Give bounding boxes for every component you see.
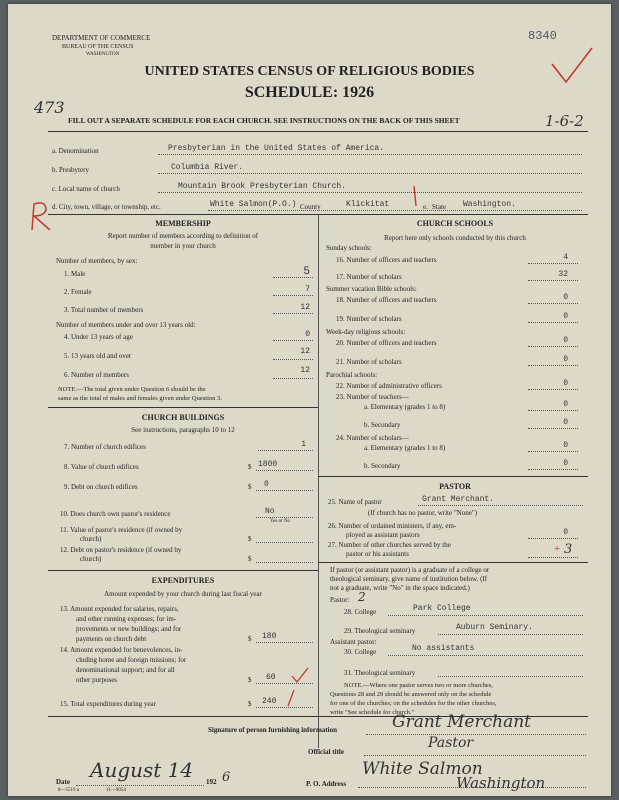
q30-value: No assistants xyxy=(412,644,475,653)
q10-label: 10. Does church own pastor's residence xyxy=(60,510,171,518)
expenditures-sub: Amount expended by your church during last fiscal year xyxy=(104,590,262,598)
q16-value: 4 xyxy=(563,253,568,262)
city-town-label: d. City, town, village, or township, etc. xyxy=(52,203,161,211)
q14-label-1: 14. Amount expended for benevolences, in- xyxy=(60,646,183,654)
county-value: Klickitat xyxy=(346,200,390,209)
q23a-line xyxy=(528,410,578,411)
q27-line xyxy=(528,557,578,558)
q24a-label: a. Elementary (grades 1 to 8) xyxy=(364,444,446,452)
q3-label: 3. Total number of members xyxy=(64,306,144,314)
q22-value: 0 xyxy=(563,379,568,388)
form-code: 8—5519 a xyxy=(58,788,79,793)
year-prefix: 192 xyxy=(206,778,217,786)
q11-line xyxy=(256,542,313,543)
red-tick-mark xyxy=(408,184,422,210)
weekday-label: Week-day religious schools: xyxy=(326,328,406,336)
summer-label: Summer vacation Bible schools: xyxy=(326,285,417,293)
po-address-state: Washington xyxy=(456,774,546,792)
q12-dollar: $ xyxy=(248,555,252,563)
q23a-label: a. Elementary (grades 1 to 8) xyxy=(364,403,446,411)
yes-no-hint: Yes or No xyxy=(270,519,291,524)
q26-line xyxy=(528,538,578,539)
red-check-q14 xyxy=(290,666,310,684)
official-title-value: Pastor xyxy=(428,735,474,751)
q28-label: 28. College xyxy=(344,608,377,616)
red-handwritten-date: 1-6-2 xyxy=(545,112,584,130)
city-label: WASHINGTON xyxy=(86,52,120,57)
q2-value: 7 xyxy=(305,285,310,294)
q14-label-2: cluding home and foreign missions; for xyxy=(76,656,187,664)
official-title-label: Official title xyxy=(308,748,344,756)
state-label: State xyxy=(432,203,446,211)
schools-bottom-rule xyxy=(318,476,588,477)
q27-value: 3 xyxy=(564,542,573,557)
po-address-city: White Salmon xyxy=(362,759,483,779)
pastor-note-2: Questions 28 and 29 should be answered only on the schedule xyxy=(330,691,492,698)
q24b-label: b. Secondary xyxy=(364,462,401,470)
membership-note-2: same as the total of males and females given under Question 3. xyxy=(58,395,222,402)
date-label: Date xyxy=(56,778,70,786)
q16-line xyxy=(528,263,578,264)
county-label: County xyxy=(300,203,321,211)
e-label: e. xyxy=(423,203,428,211)
q13-label-4: payments on church debt xyxy=(76,635,147,643)
q7-line xyxy=(258,450,313,451)
q23b-value: 0 xyxy=(563,418,568,427)
expenditures-title: EXPENDITURES xyxy=(151,576,215,585)
q9-line xyxy=(256,490,313,491)
q5-label: 5. 13 years old and over xyxy=(64,352,132,360)
q21-line xyxy=(528,365,578,366)
instruction-line: FILL OUT A SEPARATE SCHEDULE FOR EACH CHURCH. SEE INSTRUCTIONS ON THE BACK OF THIS SHEET xyxy=(68,116,460,125)
denomination-label: a. Denomination xyxy=(52,147,99,155)
parochial-label: Parochial schools: xyxy=(326,371,378,379)
date-value: August 14 xyxy=(90,758,194,782)
pastor-sub-label: Pastor: xyxy=(330,596,350,604)
grad-line-1: If pastor (or assistant pastor) is a graduate of a college or xyxy=(330,566,490,574)
q23-label: 23. Number of teachers— xyxy=(336,393,409,401)
q24a-line xyxy=(528,451,578,452)
print-code: 11—9054 xyxy=(106,788,126,793)
q1-value: 5 xyxy=(303,266,310,278)
q28-value: Park College xyxy=(413,604,471,613)
q8-dollar: $ xyxy=(248,463,252,471)
q15-label: 15. Total expenditures during year xyxy=(60,700,156,708)
q12-label-2: church) xyxy=(80,555,102,563)
q14-value: 60 xyxy=(266,673,276,682)
signature-value: Grant Merchant xyxy=(392,712,532,732)
center-divider xyxy=(318,214,319,748)
q20-label: 20. Number of officers and teachers xyxy=(336,339,437,347)
q26-value: 0 xyxy=(563,528,568,537)
state-value: Washington. xyxy=(463,200,516,209)
q20-value: 0 xyxy=(563,336,568,345)
schools-title: CHURCH SCHOOLS xyxy=(416,219,494,228)
q21-value: 0 xyxy=(563,355,568,364)
q17-line xyxy=(528,280,578,281)
q3-line xyxy=(273,313,313,314)
q9-label: 9. Debt on church edifices xyxy=(64,483,138,491)
q19-value: 0 xyxy=(563,312,568,321)
q24-label: 24. Number of scholars— xyxy=(336,434,409,442)
local-name-value: Mountain Brook Presbyterian Church. xyxy=(178,182,347,191)
schedule-title: SCHEDULE: 1926 xyxy=(244,84,375,101)
q24b-value: 0 xyxy=(563,459,568,468)
q12-line xyxy=(256,562,313,563)
q8-label: 8. Value of church edifices xyxy=(64,463,139,471)
dept-label: DEPARTMENT OF COMMERCE xyxy=(52,34,151,42)
q3-value: 12 xyxy=(300,303,310,312)
presbytery-label: b. Presbytery xyxy=(52,166,89,174)
membership-intro-2: member in your church xyxy=(150,242,216,250)
official-title-line xyxy=(364,755,586,756)
q28-line xyxy=(388,615,583,616)
q1-label: 1. Male xyxy=(64,270,86,278)
year-digit: 6 xyxy=(222,770,231,785)
q25-line xyxy=(418,505,583,506)
buildings-sub: See instructions, paragraphs 10 to 12 xyxy=(131,426,235,434)
q9-value: 0 xyxy=(264,480,269,489)
grad-line-3: not a graduate, write "No" in the space indicated.) xyxy=(330,584,470,592)
grad-line-2: theological seminary, give name of institution below. (If xyxy=(330,575,488,583)
q26-label-1: 26. Number of ordained ministers, if any, em- xyxy=(328,522,457,530)
q29-label: 29. Theological seminary xyxy=(344,627,416,635)
presbytery-value: Columbia River. xyxy=(171,163,244,172)
q30-line xyxy=(388,655,583,656)
q25-value: Grant Merchant. xyxy=(422,495,495,504)
signature-line xyxy=(366,734,586,735)
q18-line xyxy=(528,303,578,304)
q23a-value: 0 xyxy=(563,400,568,409)
q2-label: 2. Female xyxy=(64,288,92,296)
assistant-sub-label: Assistant pastor: xyxy=(330,638,377,646)
q17-value: 32 xyxy=(558,270,568,279)
q15-dollar: $ xyxy=(248,700,252,708)
q10-line xyxy=(256,517,313,518)
q23b-label: b. Secondary xyxy=(364,421,401,429)
q6-label: 6. Number of members xyxy=(64,371,129,379)
q4-label: 4. Under 13 years of age xyxy=(64,333,133,341)
q20-line xyxy=(528,346,578,347)
form-title: UNITED STATES CENSUS OF RELIGIOUS BODIES xyxy=(144,64,475,79)
po-address-label: P. O. Address xyxy=(306,780,347,788)
q24a-value: 0 xyxy=(563,441,568,450)
q13-label-1: 13. Amount expended for salaries, repairs, xyxy=(60,605,179,613)
q18-value: 0 xyxy=(563,293,568,302)
q13-line xyxy=(256,642,313,643)
q19-line xyxy=(528,322,578,323)
pastor-title: PASTOR xyxy=(439,482,471,491)
q21-label: 21. Number of scholars xyxy=(336,358,402,366)
q17-label: 17. Number of scholars xyxy=(336,273,402,281)
q13-label-2: and other running expenses; for im- xyxy=(76,615,177,623)
local-name-line xyxy=(158,192,582,193)
membership-bottom-rule xyxy=(48,407,318,408)
q6-line xyxy=(273,378,313,379)
q31-label: 31. Theological seminary xyxy=(344,669,416,677)
q11-dollar: $ xyxy=(248,535,252,543)
pastor-mid-rule xyxy=(318,562,588,563)
q4-value: 0 xyxy=(305,330,310,339)
red-handwritten-number: 473 xyxy=(34,98,65,117)
q15-value: 240 xyxy=(262,697,277,706)
signature-label: Signature of person furnishing information xyxy=(208,726,337,734)
q22-label: 22. Number of administrative officers xyxy=(336,382,442,390)
membership-intro-1: Report number of members according to definition of xyxy=(107,232,259,240)
red-r-mark xyxy=(26,198,56,234)
red-tick-q15 xyxy=(284,688,298,710)
q24b-line xyxy=(528,469,578,470)
pastor-note-3: for one of the churches; on the schedules for the other churches, xyxy=(330,700,497,707)
q8-value: 1800 xyxy=(258,460,278,469)
q13-label-3: provements or new buildings; and for xyxy=(76,625,182,633)
top-rule xyxy=(48,131,588,132)
q25-note: (If church has no pastor, write "None") xyxy=(368,509,478,517)
buildings-bottom-rule xyxy=(48,570,318,571)
q14-label-4: other purposes xyxy=(76,676,118,684)
city-line xyxy=(208,210,582,211)
q18-label: 18. Number of officers and teachers xyxy=(336,296,437,304)
q16-label: 16. Number of officers and teachers xyxy=(336,256,437,264)
q5-value: 12 xyxy=(300,347,310,356)
q14-label-3: denominational support; and for all xyxy=(76,666,175,674)
age-intro: Number of members under and over 13 years old: xyxy=(56,321,196,329)
by-sex-label: Number of members, by sex: xyxy=(56,257,138,265)
denomination-line xyxy=(158,154,582,155)
q31-line xyxy=(438,676,583,677)
q4-line xyxy=(273,340,313,341)
pastor-note-4: write "See schedule for church." xyxy=(330,709,415,716)
q23b-line xyxy=(528,428,578,429)
q8-line xyxy=(256,470,313,471)
membership-note-1: NOTE.—The total given under Question 6 should be the xyxy=(58,386,206,393)
q27-label-2: pastor or his assistants xyxy=(346,550,409,558)
q26-label-2: ployed as assistant pastors xyxy=(346,531,420,539)
pastor-note-1: NOTE.—Where one pastor serves two or more churches, xyxy=(344,682,493,689)
q29-value: Auburn Seminary. xyxy=(456,623,533,632)
q7-label: 7. Number of church edifices xyxy=(64,443,146,451)
q11-label-2: church) xyxy=(80,535,102,543)
q25-label: 25. Name of pastor xyxy=(328,498,382,506)
q5-line xyxy=(273,359,313,360)
q11-label: 11. Value of pastor's residence (if owned by xyxy=(60,526,183,534)
red-plus-mark: + xyxy=(554,543,561,555)
q2-line xyxy=(273,295,313,296)
bureau-label: BUREAU OF THE CENSUS xyxy=(62,44,134,50)
q14-dollar: $ xyxy=(248,676,252,684)
q27-label-1: 27. Number of other churches served by the xyxy=(328,541,451,549)
buildings-title: CHURCH BUILDINGS xyxy=(141,413,225,422)
q13-dollar: $ xyxy=(248,635,252,643)
q13-value: 180 xyxy=(262,632,277,641)
city-value: White Salmon(P.O.) xyxy=(210,200,297,209)
local-name-label: c. Local name of church xyxy=(52,185,120,193)
schools-intro: Report here only schools conducted by this church xyxy=(384,234,526,242)
census-schedule-sheet xyxy=(8,4,611,796)
q10-value: No xyxy=(265,507,275,516)
membership-title: MEMBERSHIP xyxy=(155,219,211,228)
sunday-label: Sunday schools: xyxy=(326,244,372,252)
q9-dollar: $ xyxy=(248,483,252,491)
red-mark-2: 2 xyxy=(358,590,366,604)
q30-label: 30. College xyxy=(344,648,377,656)
q12-label: 12. Debt on pastor's residence (if owned by xyxy=(60,546,182,554)
date-line xyxy=(76,785,204,786)
denomination-value: Presbyterian in the United States of America. xyxy=(168,144,385,153)
presbytery-line xyxy=(158,173,582,174)
stamp-number: 8340 xyxy=(528,29,557,43)
q19-label: 19. Number of scholars xyxy=(336,315,402,323)
q6-value: 12 xyxy=(300,366,310,375)
q22-line xyxy=(528,389,578,390)
q7-value: 1 xyxy=(301,440,306,449)
q29-line xyxy=(438,634,583,635)
